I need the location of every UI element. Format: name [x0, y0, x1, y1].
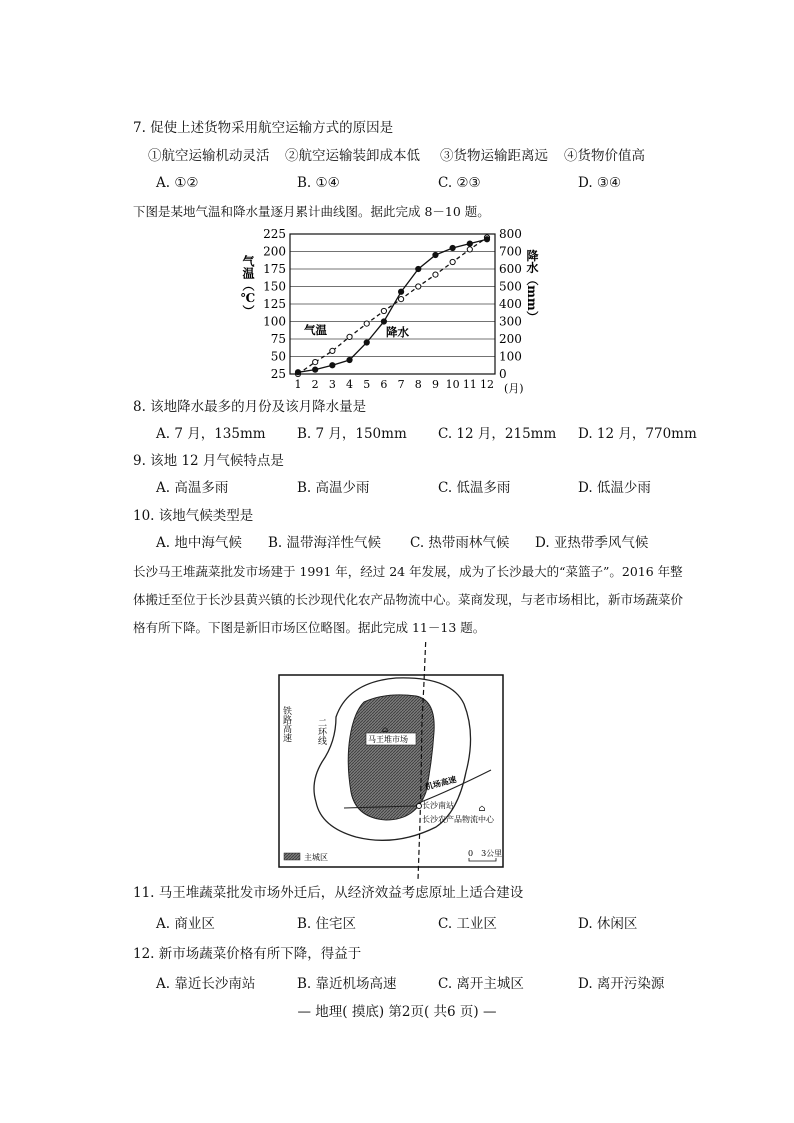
- legend-label: 主城区: [304, 853, 328, 862]
- ytick-left-label: 100: [263, 314, 286, 329]
- data-point-precipitation: [364, 340, 369, 345]
- data-point-precipitation: [381, 319, 386, 324]
- label-new-market: 长沙农产品物流中心: [422, 815, 494, 824]
- q11-option-a[interactable]: A. 商业区: [156, 916, 215, 932]
- q8-option-b[interactable]: B. 7 月，150mm: [297, 426, 407, 442]
- q12-option-b[interactable]: B. 靠近机场高速: [297, 976, 397, 992]
- legend-swatch: [284, 853, 300, 860]
- q9-stem: 9. 该地 12 月气候特点是: [133, 453, 284, 469]
- label-old-market: 马王堆市场: [368, 735, 408, 744]
- ytick-right-label: 800: [499, 227, 522, 241]
- q10-option-c[interactable]: C. 热带雨林气候: [410, 535, 510, 551]
- data-point-temperature: [313, 360, 318, 365]
- q10-option-a[interactable]: A. 地中海气候: [156, 535, 242, 551]
- scale-label: 0 3公里: [468, 849, 503, 858]
- q7-item-3: ③货物运输距离远: [440, 148, 548, 164]
- q8-option-d[interactable]: D. 12 月，770mm: [578, 426, 697, 442]
- xtick-label: 4: [346, 378, 354, 391]
- label-ring-road: 二环线: [316, 718, 326, 745]
- data-point-temperature: [347, 334, 352, 339]
- ytick-right-label: 600: [499, 262, 522, 276]
- q8-stem: 8. 该地降水最多的月份及该月降水量是: [133, 399, 367, 415]
- q9-option-c[interactable]: C. 低温多雨: [438, 480, 511, 496]
- q7-option-b[interactable]: B. ①④: [297, 175, 340, 191]
- ytick-right-label: 700: [499, 244, 522, 259]
- q11-option-c[interactable]: C. 工业区: [438, 916, 497, 932]
- ytick-right-label: 400: [499, 297, 522, 311]
- q10-stem: 10. 该地气候类型是: [133, 508, 254, 524]
- ytick-right-label: 100: [499, 349, 522, 364]
- q7-item-4: ④货物价值高: [564, 148, 645, 164]
- ytick-left-label: 25: [270, 367, 286, 381]
- q7-item-1: ①航空运输机动灵活: [148, 148, 270, 164]
- ytick-left-label: 200: [263, 244, 286, 259]
- xtick-label: 2: [311, 378, 319, 391]
- page-footer: — 地理( 摸底) 第2页( 共6 页) —: [297, 1004, 497, 1020]
- ytick-left-label: 125: [263, 297, 286, 311]
- q12-option-c[interactable]: C. 离开主城区: [438, 976, 524, 992]
- xtick-label: 12: [480, 378, 494, 391]
- ytick-left-label: 175: [263, 262, 286, 276]
- intro-8-10: 下图是某地气温和降水量逐月累计曲线图。据此完成 8－10 题。: [133, 204, 490, 219]
- data-point-precipitation: [450, 245, 455, 250]
- xtick-label: 7: [397, 378, 405, 391]
- q9-option-b[interactable]: B. 高温少雨: [297, 480, 370, 496]
- q8-option-c[interactable]: C. 12 月，215mm: [438, 426, 557, 442]
- xtick-label: 6: [380, 378, 388, 391]
- data-point-temperature: [381, 308, 386, 313]
- intro-11-13-line1: 长沙马王堆蔬菜批发市场建于 1991 年，经过 24 年发展，成为了长沙最大的“菜篮子”。2016 年整: [133, 564, 683, 579]
- market-icon-old: ⌂: [381, 725, 389, 734]
- data-point-temperature: [467, 247, 472, 252]
- data-point-precipitation: [330, 363, 335, 368]
- ytick-left-label: 75: [270, 332, 286, 346]
- data-point-precipitation: [467, 241, 472, 246]
- market-location-map: [276, 642, 526, 880]
- xtick-label: 8: [414, 378, 422, 391]
- data-point-temperature: [433, 272, 438, 277]
- q9-option-a[interactable]: A. 高温多雨: [156, 480, 229, 496]
- ytick-right-label: 0: [499, 367, 507, 381]
- station-marker: [417, 804, 422, 809]
- xtick-label: 1: [294, 378, 302, 391]
- ytick-right-label: 200: [499, 332, 522, 346]
- data-point-precipitation: [313, 367, 318, 372]
- label-station: 长沙南站: [422, 801, 454, 810]
- ylabel-right: 降水（mm）: [525, 249, 539, 323]
- xtick-label: 11: [462, 378, 477, 391]
- data-point-temperature: [398, 297, 403, 302]
- series-label-precipitation: 降水: [386, 325, 409, 339]
- data-point-precipitation: [484, 237, 489, 242]
- q7-option-d[interactable]: D. ③④: [578, 175, 622, 191]
- xtick-label: 5: [363, 378, 371, 391]
- q11-option-b[interactable]: B. 住宅区: [297, 916, 357, 932]
- data-point-precipitation: [398, 289, 403, 294]
- q11-option-d[interactable]: D. 休闲区: [578, 916, 638, 932]
- q7-stem: 7. 促使上述货物采用航空运输方式的原因是: [133, 120, 394, 136]
- data-point-precipitation: [295, 370, 300, 375]
- q12-option-d[interactable]: D. 离开污染源: [578, 976, 665, 992]
- data-point-temperature: [330, 348, 335, 353]
- xtick-label: 3: [328, 378, 336, 391]
- q7-option-a[interactable]: A. ①②: [156, 175, 199, 191]
- data-point-precipitation: [416, 266, 421, 271]
- ylabel-left: 气温（℃）: [241, 255, 255, 317]
- ytick-right-label: 500: [499, 279, 522, 294]
- data-point-temperature: [416, 284, 421, 289]
- intro-11-13-line3: 格有所下降。下图是新旧市场区位略图。据此完成 11－13 题。: [133, 620, 486, 635]
- xtick-label: 10: [445, 378, 460, 391]
- data-point-temperature: [364, 321, 369, 326]
- q12-option-a[interactable]: A. 靠近长沙南站: [156, 976, 256, 992]
- data-point-precipitation: [433, 252, 438, 257]
- q11-stem: 11. 马王堆蔬菜批发市场外迁后，从经济效益考虑原址上适合建设: [133, 885, 524, 901]
- ytick-right-label: 300: [499, 314, 522, 329]
- q12-stem: 12. 新市场蔬菜价格有所下降，得益于: [133, 946, 362, 962]
- intro-11-13-line2: 体搬迁至位于长沙县黄兴镇的长沙现代化农产品物流中心。菜商发现，与老市场相比，新市场蔬菜价: [133, 592, 684, 607]
- q7-option-c[interactable]: C. ②③: [438, 175, 481, 191]
- q9-option-d[interactable]: D. 低温少雨: [578, 480, 651, 496]
- market-icon-new: ⌂: [478, 804, 486, 814]
- ytick-left-label: 225: [263, 227, 286, 241]
- data-point-temperature: [450, 259, 455, 264]
- series-line-precipitation: [298, 239, 487, 372]
- q8-option-a[interactable]: A. 7 月，135mm: [156, 426, 266, 442]
- x-unit: (月): [504, 382, 524, 395]
- q10-option-d[interactable]: D. 亚热带季风气候: [535, 535, 649, 551]
- data-point-precipitation: [347, 357, 352, 362]
- ytick-left-label: 150: [263, 279, 286, 294]
- series-label-temperature: 气温: [304, 323, 327, 337]
- ytick-left-label: 50: [270, 349, 286, 364]
- label-airport-highway: 机场高速: [423, 773, 458, 792]
- label-railway: 铁路高速: [281, 706, 291, 742]
- temperature-precipitation-chart: [240, 224, 540, 398]
- q7-item-2: ②航空运输装卸成本低: [285, 148, 420, 164]
- xtick-label: 9: [431, 378, 439, 391]
- q10-option-b[interactable]: B. 温带海洋性气候: [268, 535, 382, 551]
